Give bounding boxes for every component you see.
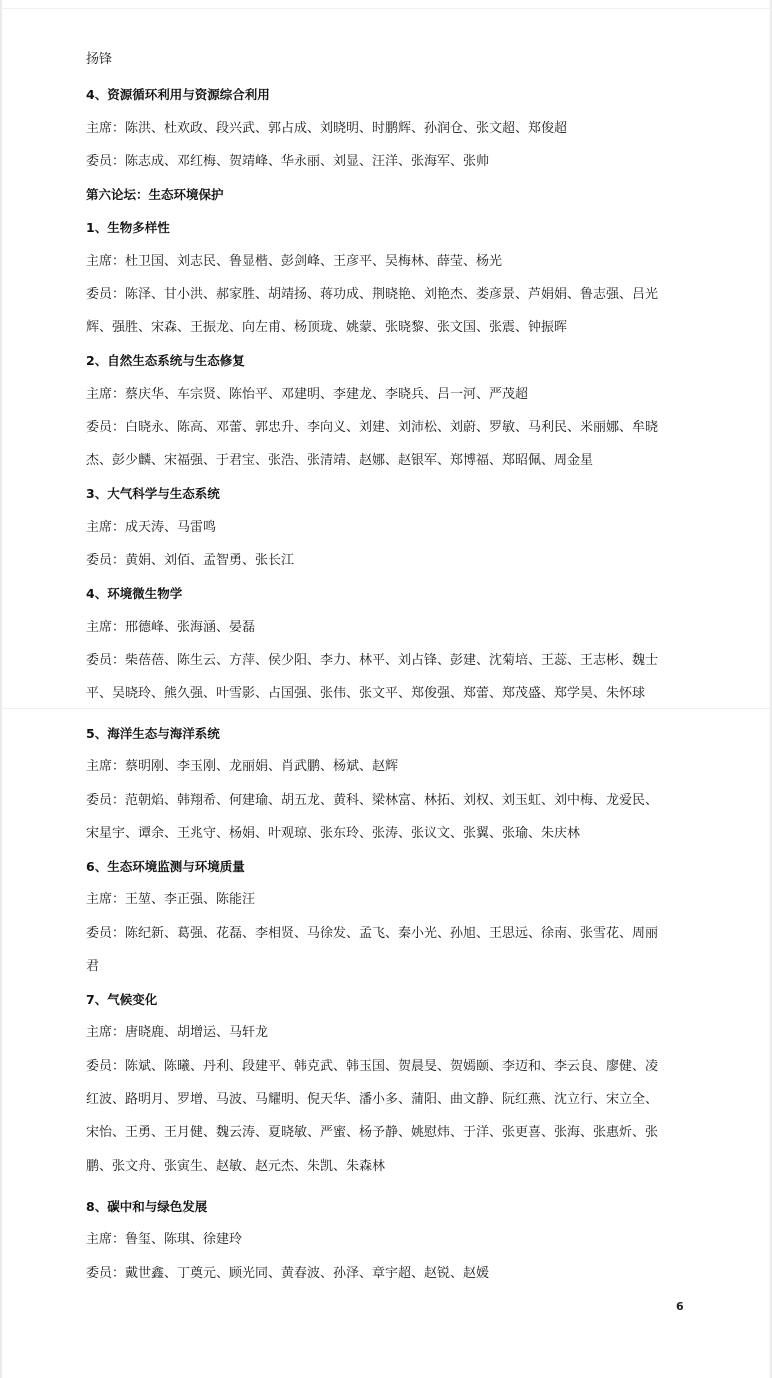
page-separator (0, 708, 772, 709)
members-line-cont: 杰、彭少麟、宋福强、于君宝、张浩、张清靖、赵娜、赵银军、郑博福、郑昭佩、周金星 (86, 453, 594, 468)
text-line: 扬锋 (86, 52, 113, 67)
members-line: 委员：陈纪新、葛强、花磊、李相贤、马徐发、孟飞、秦小光、孙旭、王思远、徐南、张雪花、周丽 (86, 926, 659, 941)
members-line-cont: 宋星宇、谭余、王兆守、杨娟、叶观琼、张东玲、张涛、张议文、张翼、张瑜、朱庆林 (86, 826, 581, 841)
members-line-cont: 君 (86, 959, 100, 974)
forum-heading: 第六论坛：生态环境保护 (86, 187, 224, 202)
section-heading: 2、自然生态系统与生态修复 (86, 353, 245, 368)
chairs-line: 主席：陈洪、杜欢政、段兴武、郭占成、刘晓明、时鹏辉、孙润仓、张文超、郑俊超 (86, 121, 568, 136)
members-line-cont: 宋怡、王勇、王月健、魏云涛、夏晓敏、严蜜、杨予静、姚慰炜、于洋、张更喜、张海、张惠炘、张 (86, 1125, 659, 1140)
members-line-cont: 鹏、张文舟、张寅生、赵敏、赵元杰、朱凯、朱森林 (86, 1159, 386, 1174)
chairs-line: 主席：杜卫国、刘志民、鲁显楷、彭剑峰、王彦平、吴梅林、薛莹、杨光 (86, 254, 503, 269)
chairs-line: 主席：邢德峰、张海涵、晏磊 (86, 620, 256, 635)
members-line: 委员：范朝焰、韩翔希、何建瑜、胡五龙、黄科、梁林富、林拓、刘权、刘玉虹、刘中梅、龙爱民、 (86, 793, 659, 808)
members-line: 委员：戴世鑫、丁奠元、顾光同、黄春波、孙泽、章宇超、赵锐、赵媛 (86, 1266, 490, 1281)
members-line: 委员：柴蓓蓓、陈生云、方萍、侯少阳、李力、林平、刘占锋、彭建、沈菊培、王蕊、王志彬、魏士 (86, 653, 659, 668)
page-number: 6 (676, 1300, 684, 1313)
section-heading: 1、生物多样性 (86, 220, 170, 235)
page-separator (0, 8, 772, 9)
page-edge-left (0, 0, 3, 1378)
members-line-cont: 辉、强胜、宋森、王振龙、向左甫、杨顶珑、姚蒙、张晓黎、张文国、张震、钟振晖 (86, 320, 568, 335)
chairs-line: 主席：鲁玺、陈琪、徐建玲 (86, 1232, 243, 1247)
chairs-line: 主席：蔡明刚、李玉刚、龙丽娟、肖武鹏、杨斌、赵辉 (86, 759, 399, 774)
section-heading: 7、气候变化 (86, 992, 158, 1007)
chairs-line: 主席：王堃、李正强、陈能汪 (86, 892, 256, 907)
members-line: 委员：白晓永、陈高、邓蕾、郭忠升、李向义、刘建、刘沛松、刘蔚、罗敏、马利民、米丽娜、牟晓 (86, 420, 659, 435)
members-line: 委员：陈泽、甘小洪、郝家胜、胡靖扬、蒋功成、荆晓艳、刘艳杰、娄彦景、芦娟娟、鲁志强、吕光 (86, 287, 659, 302)
members-line: 委员：陈志成、邓红梅、贺靖峰、华永丽、刘显、汪洋、张海军、张帅 (86, 154, 490, 169)
section-heading: 4、资源循环利用与资源综合利用 (86, 87, 270, 102)
members-line: 委员：黄娟、刘佰、孟智勇、张长江 (86, 553, 295, 568)
section-heading: 4、环境微生物学 (86, 586, 183, 601)
section-heading: 8、碳中和与绿色发展 (86, 1199, 208, 1214)
members-line: 委员：陈斌、陈曦、丹利、段建平、韩克武、韩玉国、贺晨旻、贺嫣颐、李迈和、李云良、廖健、凌 (86, 1059, 659, 1074)
section-heading: 6、生态环境监测与环境质量 (86, 859, 245, 874)
members-line-cont: 平、吴晓玲、熊久强、叶雪影、占国强、张伟、张文平、郑俊强、郑蕾、郑茂盛、郑学昊、朱怀球 (86, 686, 646, 701)
section-heading: 5、海洋生态与海洋系统 (86, 726, 220, 741)
chairs-line: 主席：成天涛、马雷鸣 (86, 520, 217, 535)
chairs-line: 主席：唐晓鹿、胡增运、马轩龙 (86, 1025, 269, 1040)
section-heading: 3、大气科学与生态系统 (86, 486, 220, 501)
members-line-cont: 红波、路明月、罗增、马波、马耀明、倪天华、潘小多、蒲阳、曲文静、阮红燕、沈立行、宋立全、 (86, 1092, 659, 1107)
chairs-line: 主席：蔡庆华、车宗贤、陈怡平、邓建明、李建龙、李晓兵、吕一河、严茂超 (86, 387, 529, 402)
